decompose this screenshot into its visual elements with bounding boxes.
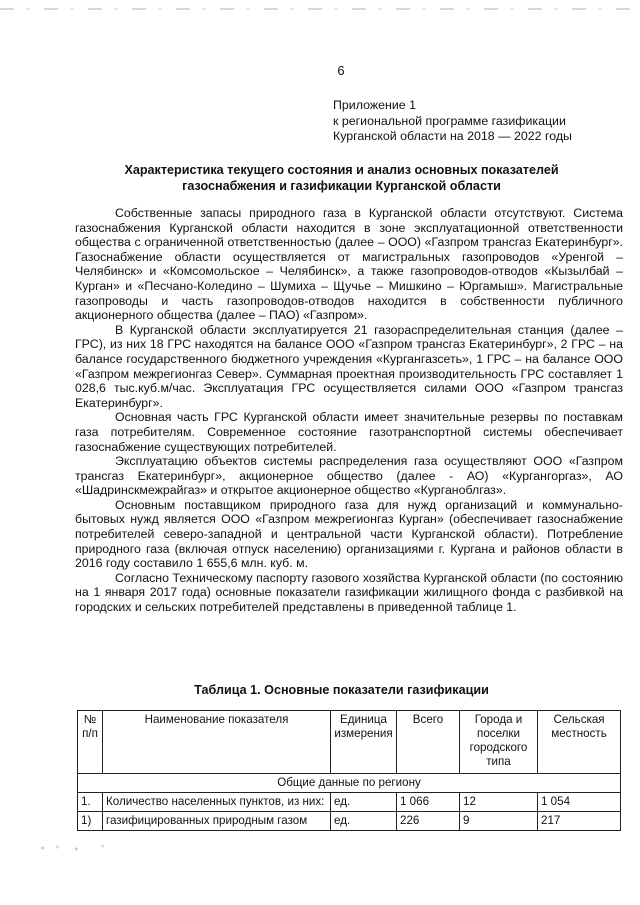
paragraph: Эксплуатацию объектов системы распределения газа осуществляют ООО «Газпром трансгаз Екатеринбург», акционерное общество (далее - АО) «Кургангоргаз», АО «Шадринскмежрайгаз» и открытое акционерное общество «Курганоблгаз».: [75, 454, 623, 498]
header-total: Всего: [397, 711, 460, 774]
table-section-row: [78, 774, 621, 793]
header-num: № п/п: [78, 711, 103, 774]
cell-total: 226: [397, 812, 460, 831]
scan-edge-artifact: [0, 8, 640, 10]
cell-rural: 217: [538, 812, 621, 831]
cell-rural: 1 054: [538, 793, 621, 812]
cell-unit: ед.: [331, 793, 397, 812]
header-name: Наименование показателя: [103, 711, 331, 774]
cell-name: газифицированных природным газом: [103, 812, 331, 831]
cell-num: 1): [78, 812, 103, 831]
cell-unit: ед.: [331, 812, 397, 831]
table-row: [78, 793, 621, 812]
paragraph: Собственные запасы природного газа в Курганской области отсутствуют. Система газоснабжения Курганской области находится в зоне эксплуатационной ответственности общества с ограниченной ответственностью (далее – ООО) «Газпром трансгаз Екатеринбург». Газоснабжение области осуществляется от магистральных газопроводов «Уренгой – Челябинск» и «Комсомольское – Челябинск», а также газопроводов-отводов «Кызылбай – Курган» и «Песчано-Коледино – Шумиха – Щучье – Мишкино – Юргамыш». Магистральные газопроводы и часть газопроводов-отводов находится в собственности публичного акционерного общества (далее – ПАО) «Газпром».: [75, 206, 623, 323]
cell-urban: 12: [460, 793, 538, 812]
section-label: Общие данные по региону: [78, 774, 621, 793]
title-line: Характеристика текущего состояния и анализ основных показателей: [124, 163, 559, 177]
page-number: 6: [337, 63, 345, 78]
appendix-line: к региональной программе газификации: [333, 113, 566, 128]
body-text: [75, 206, 623, 615]
paragraph: Основным поставщиком природного газа для нужд организаций и коммунально-бытовых нужд является ООО «Газпром межрегионгаз Курган» (обеспечивает газоснабжение потребителей северо-западной и центральной части Курганской области). Потребление природного газа (включая отпуск населению) организациями г. Кургана и районов области в 2016 году составило 1 655,6 млн. куб. м.: [75, 497, 623, 571]
cell-name: Количество населенных пунктов, из них:: [103, 793, 331, 812]
document-title: [60, 162, 623, 194]
header-urban: Города и поселки городского типа: [460, 711, 538, 774]
table-caption: Таблица 1. Основные показатели газификации: [194, 683, 489, 697]
paragraph: Согласно Техническому паспорту газового хозяйства Курганской области (по состоянию на 1 января 2017 года) основные показатели газификации жилищного фонда с разбивкой на городских и сельских потребителей представлены в приведенной таблице 1.: [75, 570, 623, 615]
table-header-row: [78, 711, 621, 774]
scan-smudge-artifact: [35, 843, 110, 853]
indicators-table: [77, 710, 621, 831]
header-rural: Сельская местность: [538, 711, 621, 774]
title-line: газоснабжения и газификации Курганской области: [182, 179, 501, 193]
cell-num: 1.: [78, 793, 103, 812]
paragraph: В Курганской области эксплуатируется 21 газораспределительная станция (далее – ГРС), из них 18 ГРС находятся на балансе ООО «Газпром трансгаз Екатеринбург», 2 ГРС – на балансе государственного бюджетного учреждения «Кургангазсеть», 1 ГРС – на балансе ООО «Газпром межрегионгаз Север». Суммарная проектная производительность ГРС составляет 1 028,6 тыс.куб.м/час. Эксплуатация ГРС осуществляется силами ООО «Газпром трансгаз Екатеринбург».: [75, 322, 623, 410]
table-row: [78, 812, 621, 831]
appendix-line: Курганской области на 2018 — 2022 годы: [333, 129, 572, 143]
cell-total: 1 066: [397, 793, 460, 812]
appendix-header: [333, 98, 613, 145]
cell-urban: 9: [460, 812, 538, 831]
paragraph: Основная часть ГРС Курганской области имеет значительные резервы по поставкам газа потребителям. Современное состояние газотранспортной системы обеспечивает газоснабжение существующих потребителей.: [75, 410, 623, 454]
appendix-line: Приложение 1: [333, 98, 417, 112]
header-unit: Единица измерения: [331, 711, 397, 774]
